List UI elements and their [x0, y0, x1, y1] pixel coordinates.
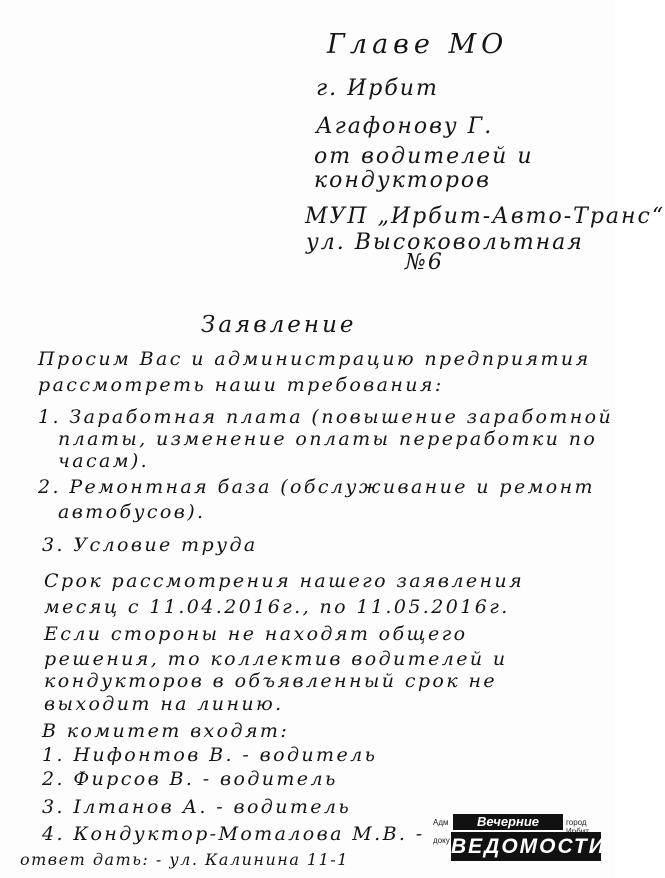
- letter-title: Заявление: [201, 312, 357, 338]
- body-line-14: выходит на линию.: [44, 693, 284, 715]
- body-line-1: Просим Вас и администрацию предприятия: [38, 348, 591, 370]
- stamp-top-right-text: город: [566, 818, 587, 827]
- address-line-5: кондукторов: [314, 168, 491, 193]
- body-line-10: месяц с 11.04.2016г., по 11.05.2016г.: [44, 596, 510, 618]
- stamp-bottom-left-text: доку: [433, 836, 450, 845]
- body-line-2: рассмотреть наши требования:: [38, 374, 444, 396]
- stamp-top-box: Вечерние: [453, 814, 563, 830]
- address-line-6: МУП „Ирбит-Авто-Транс“: [305, 204, 665, 229]
- body-line-16: 1. Нифонтов В. - водитель: [42, 744, 378, 766]
- body-line-18: 3. Ілтанов А. - водитель: [42, 796, 352, 818]
- address-line-4: от водителей и: [314, 144, 534, 169]
- body-line-5: часам).: [58, 450, 150, 472]
- address-line-7: ул. Высоковольтная: [306, 230, 584, 255]
- address-line-1: Главе МО: [327, 29, 509, 60]
- body-line-9: Срок рассмотрения нашего заявления: [44, 570, 525, 592]
- stamp-main-title: ВЕДОМОСТИ: [451, 832, 601, 861]
- body-line-19: 4. Кондуктор-Моталова М.В. -: [42, 823, 425, 845]
- address-line-3: Агафонову Г.: [316, 114, 494, 139]
- body-line-8: 3. Условие труда: [42, 534, 258, 556]
- body-line-11: Если стороны не находят общего: [44, 623, 468, 645]
- stamp-bottom-row: [431, 832, 606, 862]
- body-line-4: платы, изменение оплаты переработки по: [58, 428, 598, 450]
- address-line-2: г. Ирбит: [316, 76, 439, 101]
- body-line-17: 2. Фирсов В. - водитель: [42, 768, 338, 790]
- stamp-top-left-text: Адм: [433, 818, 449, 827]
- stamp-top-row: [431, 814, 602, 831]
- body-line-6: 2. Ремонтная база (обслуживание и ремонт: [38, 476, 595, 498]
- body-line-7: автобусов).: [58, 501, 206, 523]
- body-line-20: ответ дать: - ул. Калинина 11-1: [20, 850, 349, 869]
- body-line-15: В комитет входят:: [42, 720, 290, 742]
- address-line-8: №6: [405, 250, 444, 275]
- body-line-3: 1. Заработная плата (повышение заработной: [38, 406, 614, 428]
- newspaper-watermark-stamp: [431, 814, 606, 864]
- body-line-13: кондукторов в объявленный срок не: [44, 670, 498, 692]
- body-line-12: решения, то коллектив водителей и: [44, 648, 508, 670]
